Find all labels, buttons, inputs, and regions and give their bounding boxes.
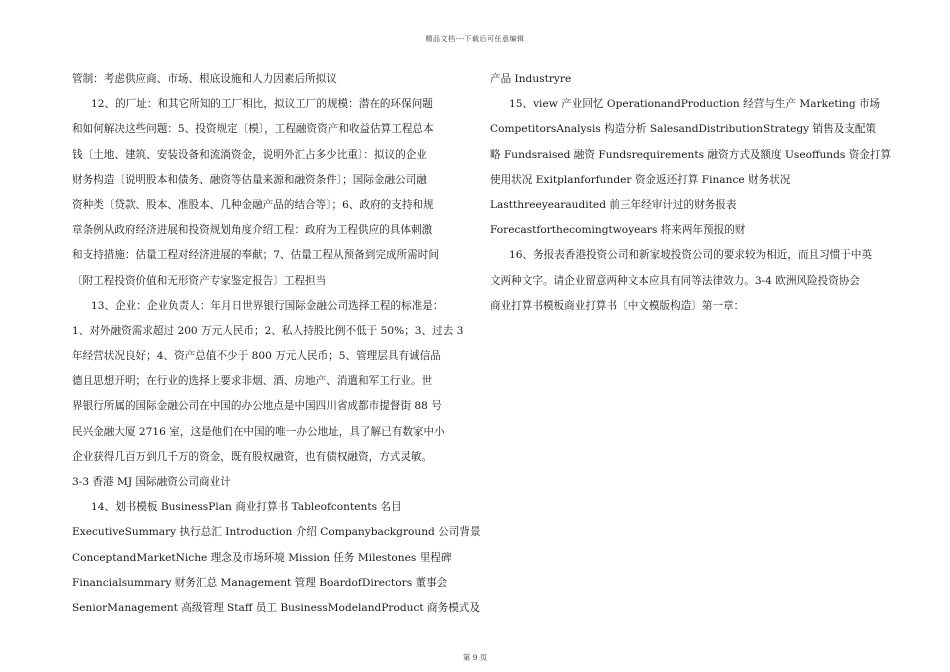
text-line: 14、划书模板 BusinessPlan 商业打算书 Tableofcontents 名目	[91, 501, 402, 514]
text-line: Forecastforthecomingtwoyears 将来两年预报的财	[490, 224, 746, 237]
text-line: 文两种文字。请企业留意两种文本应具有同等法律效力。3-4 欧洲风险投资协会	[490, 274, 861, 287]
page-number: 第 9 页	[462, 653, 488, 662]
text-line: 1、对外融资需求超过 200 万元人民币；2、私人持股比例不低于 50%；3、过去 3	[72, 324, 464, 337]
text-line: CompetitorsAnalysis 构造分析 SalesandDistributionStrategy 销售及支配策	[490, 123, 877, 136]
text-line: 商业打算书模板商业打算书〔中文模版构造〕第一章：	[490, 299, 745, 312]
text-line: 章条例从政府经济进展和投资规划角度介绍工程：政府为工程供应的具体刺激	[72, 224, 433, 237]
text-line: 德且思想开明；在行业的选择上要求非烟、酒、房地产、消遣和军工行业。世	[72, 375, 433, 388]
text-line: 和如何解决这些问题：5、投资规定〔模〕，工程融资资产和收益估算工程总本	[72, 123, 434, 136]
text-line: SeniorManagement 高级管理 Staff 员工 BusinessModelandProduct 商务模式及	[72, 601, 480, 614]
text-line: 钱〔土地、建筑、安装设备和流淌资金，说明外汇占多少比重〕：拟议的企业	[72, 148, 427, 161]
text-line: 3-3 香港 MJ 国际融资公司商业计	[72, 476, 231, 488]
text-line: 管制：考虑供应商、市场、根底设施和人力因素后所拟议	[72, 73, 337, 85]
text-line: 财务构造〔说明股本和债务、融资等估量来源和融资条件〕；国际金融公司融	[72, 173, 427, 186]
right-column	[490, 67, 892, 319]
left-column	[72, 67, 481, 621]
text-line: ConceptandMarketNiche 理念及市场环境 Mission 任务 Milestones 里程碑	[72, 551, 452, 564]
text-line: 民兴金融大厦 2716 室，这是他们在中国的唯一办公地址，具了解已有数家中小	[72, 425, 445, 438]
text-line: 16、务报表香港投资公司和新家坡投资公司的要求较为相近，而且习惯于中英	[509, 249, 873, 262]
text-line: 〔附工程投资价值和无形资产专家鉴定报告〕工程担当	[72, 274, 327, 287]
text-line: Lastthreeyearaudited 前三年经审计过的财务报表	[490, 198, 737, 211]
text-line: 使用状况 Exitplanforfunder 资金返还打算 Finance 财务状况	[490, 173, 791, 186]
text-line: 产品 Industryre	[490, 73, 572, 85]
text-line: 企业获得几百万到几千万的资金，既有股权融资，也有债权融资，方式灵敏。	[72, 450, 433, 463]
text-line: 年经营状况良好；4、资产总值不少于 800 万元人民币；5、管理层具有诚信品	[72, 350, 441, 363]
text-line: 12、的厂址：和其它所知的工厂相比，拟议工厂的规模：潜在的环保问题	[91, 98, 433, 111]
text-line: 13、企业：企业负责人：年月日世界银行国际金融公司选择工程的标准是：	[91, 299, 444, 312]
text-line: 略 Fundsraised 融资 Fundsrequirements 融资方式及额度 Useoffunds 资金打算	[490, 148, 892, 161]
page-header: 精品文档---下载后可任意编辑	[425, 35, 525, 43]
text-line: 15、view 产业回忆 OperationandProduction 经营与生产 Marketing 市场	[509, 98, 881, 111]
text-line: 界银行所属的国际金融公司在中国的办公地点是中国四川省成都市提督街 88 号	[72, 400, 442, 413]
text-line: 和支持措施：估量工程对经济进展的奉献；7、估量工程从预备到完成所需时间	[72, 249, 439, 262]
text-line: ExecutiveSummary 执行总汇 Introduction 介绍 Companybackground 公司背景	[72, 526, 481, 539]
text-line: Financialsummary 财务汇总 Management 管理 BoardofDirectors 董事会	[72, 576, 448, 589]
text-line: 资种类〔贷款、股本、准股本、几种金融产品的结合等〕；6、政府的支持和规	[72, 198, 434, 211]
